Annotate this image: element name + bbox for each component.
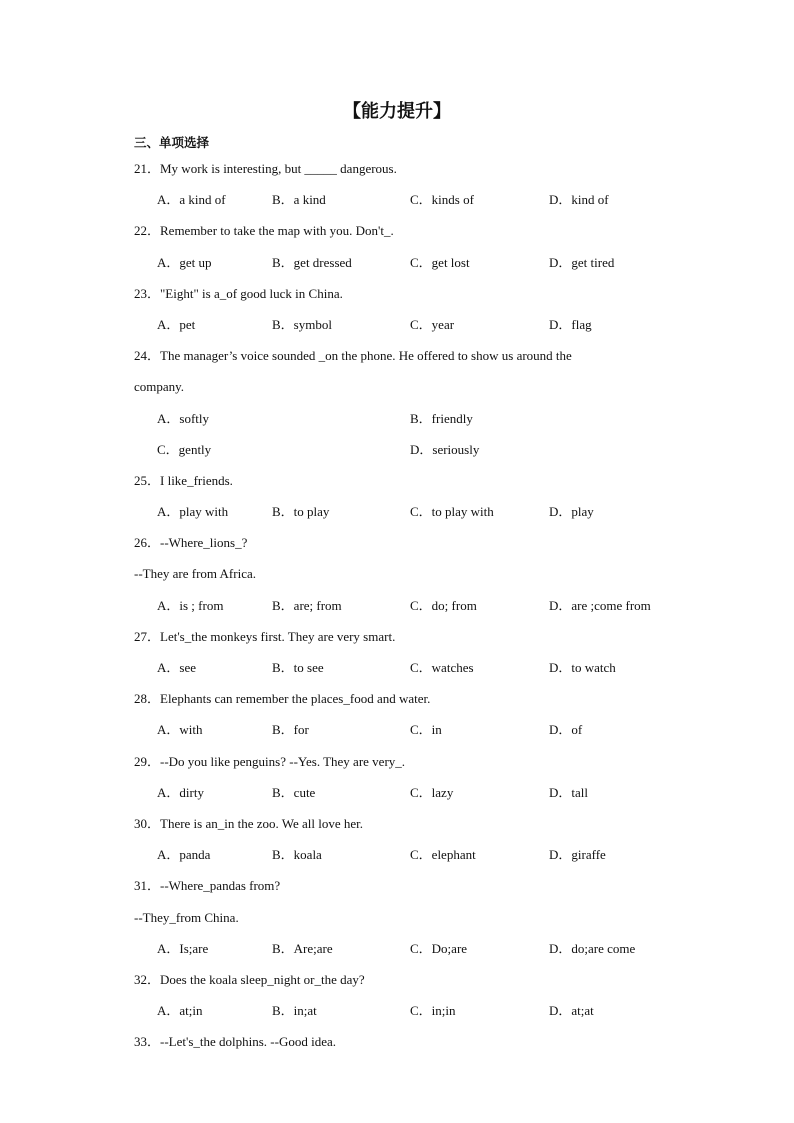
- answer-option[interactable]: A．at;in: [157, 1003, 203, 1019]
- section-heading: 三、单项选择: [134, 135, 210, 150]
- question-stem: 28．Elephants can remember the places_food and water.: [134, 691, 431, 707]
- question-stem: 32．Does the koala sleep_night or_the day?: [134, 971, 365, 987]
- option-row: [0, 314, 794, 345]
- answer-option[interactable]: C．get lost: [410, 254, 470, 270]
- answer-option[interactable]: B．to play: [272, 504, 330, 520]
- question-stem: 23．"Eight" is a_of good luck in China.: [134, 285, 343, 301]
- answer-option[interactable]: A．Is;are: [157, 940, 209, 956]
- question-stem: 31．--Where_pandas from?: [134, 878, 281, 894]
- answer-option[interactable]: B．a kind: [272, 192, 326, 208]
- answer-option[interactable]: C．Do;are: [410, 940, 468, 956]
- answer-option[interactable]: B．are; from: [272, 597, 342, 613]
- answer-option[interactable]: B．Are;are: [272, 940, 333, 956]
- answer-option[interactable]: D．seriously: [410, 441, 480, 457]
- answer-option[interactable]: A．is ; from: [157, 597, 224, 613]
- answer-option[interactable]: A．get up: [157, 254, 212, 270]
- question-stem: 26．--Where_lions_?: [134, 535, 248, 551]
- option-row: [0, 439, 794, 470]
- option-row: [0, 408, 794, 439]
- question-stem: 22．Remember to take the map with you. Don't_.: [134, 223, 394, 239]
- answer-option[interactable]: C．in;in: [410, 1003, 456, 1019]
- answer-option[interactable]: B．koala: [272, 847, 322, 863]
- option-row: [0, 938, 794, 969]
- option-row: [0, 1000, 794, 1031]
- question-continuation: company.: [134, 379, 185, 395]
- question-stem: 30．There is an_in the zoo. We all love her.: [134, 815, 364, 831]
- answer-option[interactable]: B．cute: [272, 784, 316, 800]
- answer-option[interactable]: A．see: [157, 660, 196, 675]
- answer-option[interactable]: D．are ;come from: [549, 597, 651, 613]
- question-stem: 29．--Do you like penguins? --Yes. They are very_.: [134, 753, 406, 769]
- answer-option[interactable]: A．pet: [157, 316, 196, 332]
- answer-option[interactable]: A．with: [157, 722, 203, 738]
- page-title: 【能力提升】: [343, 101, 451, 122]
- question-continuation: --They_from China.: [134, 909, 239, 925]
- answer-option[interactable]: D．do;are come: [549, 940, 636, 956]
- answer-option[interactable]: D．of: [549, 722, 583, 738]
- answer-option[interactable]: A．softly: [157, 410, 210, 426]
- answer-option[interactable]: A．dirty: [157, 784, 204, 800]
- option-row: [0, 844, 794, 875]
- answer-option[interactable]: B．get dressed: [272, 254, 352, 270]
- answer-option[interactable]: D．tall: [549, 784, 588, 800]
- option-row: [0, 719, 794, 750]
- question-continuation: --They are from Africa.: [134, 566, 256, 582]
- answer-option[interactable]: C．watches: [410, 660, 474, 675]
- answer-option[interactable]: B．for: [272, 722, 309, 738]
- answer-option[interactable]: C．lazy: [410, 784, 454, 800]
- answer-option[interactable]: D．flag: [549, 316, 592, 332]
- answer-option[interactable]: D．to watch: [549, 660, 616, 675]
- question-stem: 27．Let's_the monkeys first. They are very smart.: [134, 628, 396, 644]
- question-stem: 33．--Let's_the dolphins. --Good idea.: [134, 1034, 336, 1050]
- option-row: [0, 657, 794, 688]
- answer-option[interactable]: D．play: [549, 504, 594, 520]
- question-stem: 21．My work is interesting, but _____ dangerous.: [134, 161, 397, 176]
- option-row: [0, 189, 794, 220]
- answer-option[interactable]: D．get tired: [549, 254, 615, 270]
- question-list: [0, 158, 794, 1062]
- answer-option[interactable]: D．giraffe: [549, 847, 606, 863]
- option-row: [0, 782, 794, 813]
- answer-option[interactable]: B．symbol: [272, 316, 332, 332]
- answer-option[interactable]: C．kinds of: [410, 192, 474, 208]
- answer-option[interactable]: A．panda: [157, 847, 211, 863]
- answer-option[interactable]: B．to see: [272, 660, 324, 675]
- answer-option[interactable]: A．a kind of: [157, 192, 226, 208]
- answer-option[interactable]: C．elephant: [410, 847, 476, 863]
- option-row: [0, 252, 794, 283]
- answer-option[interactable]: C．to play with: [410, 504, 494, 520]
- answer-option[interactable]: C．year: [410, 316, 455, 332]
- answer-option[interactable]: B．friendly: [410, 410, 473, 426]
- question-stem: 25．I like_friends.: [134, 472, 233, 488]
- option-row: [0, 501, 794, 532]
- answer-option[interactable]: A．play with: [157, 504, 229, 520]
- answer-option[interactable]: D．kind of: [549, 192, 609, 208]
- option-row: [0, 595, 794, 626]
- answer-option[interactable]: C．do; from: [410, 597, 477, 613]
- answer-option[interactable]: D．at;at: [549, 1003, 594, 1019]
- answer-option[interactable]: B．in;at: [272, 1003, 317, 1019]
- answer-option[interactable]: C．gently: [157, 441, 212, 457]
- answer-option[interactable]: C．in: [410, 722, 442, 738]
- question-stem: 24．The manager’s voice sounded _on the phone. He offered to show us around the: [134, 348, 572, 364]
